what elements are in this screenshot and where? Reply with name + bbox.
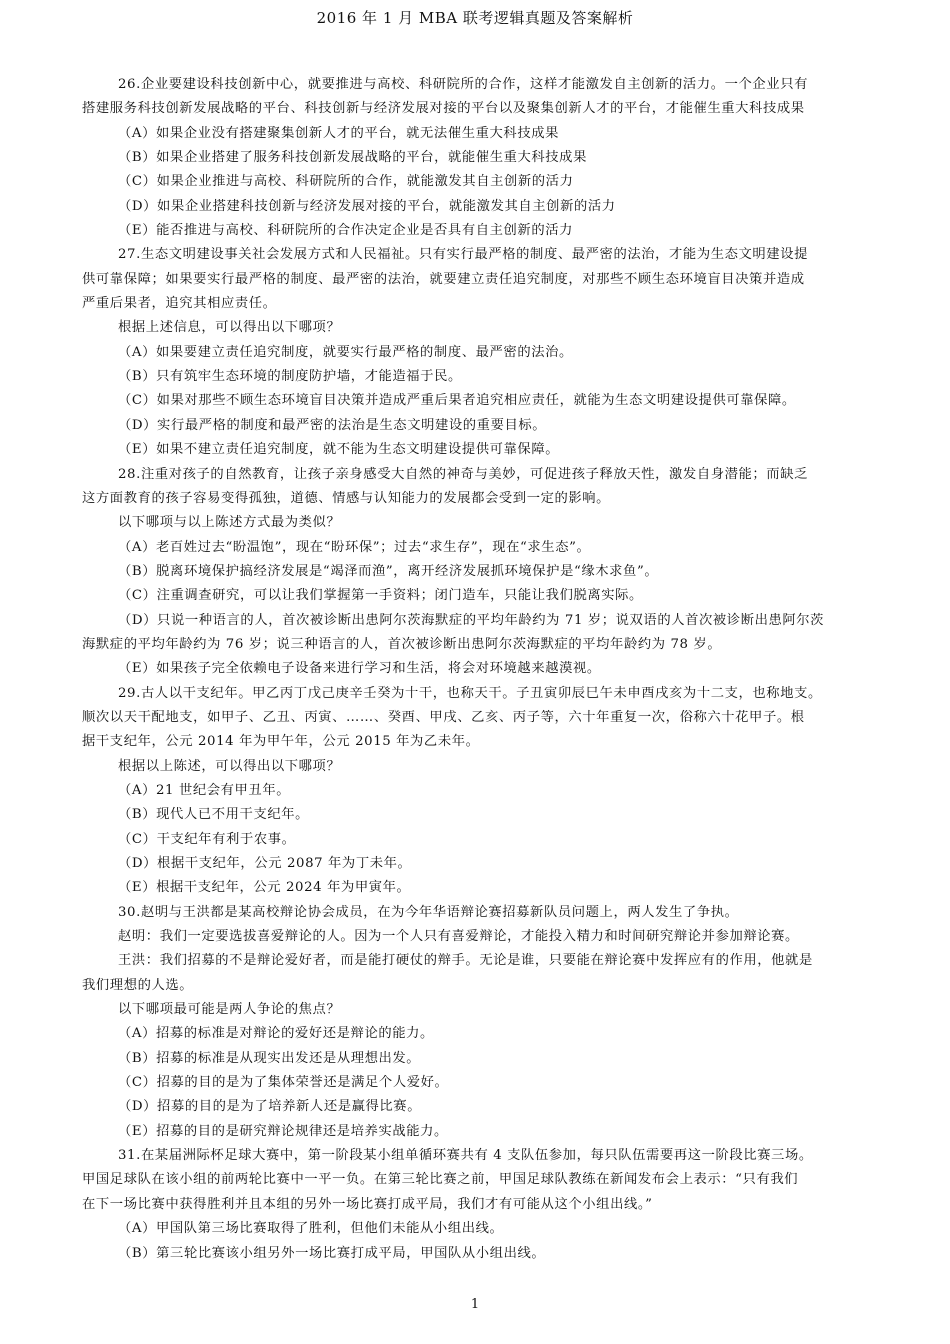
text-line: 这方面教育的孩子容易变得孤独，道德、情感与认知能力的发展都会受到一定的影响。 xyxy=(82,490,611,506)
text-line: （A）老百姓过去“盼温饱”，现在“盼环保”；过去“求生存”，现在“求生态”。 xyxy=(118,539,591,555)
document-body xyxy=(82,73,905,1266)
text-line: 我们理想的人选。 xyxy=(82,977,194,993)
text-line: （B）只有筑牢生态环境的制度防护墙，才能造福于民。 xyxy=(118,369,462,385)
text-line: （E）根据干支纪年，公元 2024 年为甲寅年。 xyxy=(118,880,411,896)
text-line: （A）招募的标准是对辩论的爱好还是辩论的能力。 xyxy=(118,1026,434,1042)
text-line: （B）招募的标准是从现实出发还是从理想出发。 xyxy=(118,1050,421,1066)
text-line: 顺次以天干配地支，如甲子、乙丑、丙寅、……、癸酉、甲戌、乙亥、丙子等，六十年重复一次，俗称六十花甲子。根 xyxy=(82,709,805,725)
text-line: （D）实行最严格的制度和最严密的法治是生态文明建设的重要目标。 xyxy=(118,417,547,433)
text-line: （E）如果孩子完全依赖电子设备来进行学习和生活，将会对环境越来越漠视。 xyxy=(118,661,601,677)
text-line: （D）招募的目的是为了培养新人还是赢得比赛。 xyxy=(118,1099,422,1115)
text-line: 以下哪项最可能是两人争论的焦点？ xyxy=(118,1002,341,1018)
text-line: 甲国足球队在该小组的前两轮比赛中一平一负。在第三轮比赛之前，甲国足球队教练在新闻发布会上表示：“只有我们 xyxy=(82,1172,799,1188)
text-line: 供可靠保障；如果要实行最严格的制度、最严密的法治，就要建立责任追究制度，对那些不顾生态环境盲目决策并造成 xyxy=(82,271,805,287)
text-line: （C）注重调查研究，可以让我们掌握第一手资料；闭门造车，只能让我们脱离实际。 xyxy=(118,588,643,604)
text-line: 在下一场比赛中获得胜利并且本组的另外一场比赛打成平局，我们才有可能从这个小组出线。” xyxy=(82,1196,653,1212)
text-line: （A）如果企业没有搭建聚集创新人才的平台，就无法催生重大科技成果 xyxy=(118,125,560,141)
text-line: （D）根据干支纪年，公元 2087 年为丁未年。 xyxy=(118,856,412,871)
text-line: 海默症的平均年龄约为 76 岁；说三种语言的人，首次被诊断出患阿尔茨海默症的平均年龄约为 78 岁。 xyxy=(82,636,722,652)
text-line: （D）只说一种语言的人，首次被诊断出患阿尔茨海默症的平均年龄约为 71 岁；说双语的人首次被诊断出患阿尔茨 xyxy=(118,612,825,628)
text-line: （E）能否推进与高校、科研院所的合作决定企业是否具有自主创新的活力 xyxy=(118,223,574,239)
text-line: （B）脱离环境保护搞经济发展是“竭泽而渔”，离开经济发展抓环境保护是“缘木求鱼”。 xyxy=(118,563,659,579)
page-number: 1 xyxy=(470,1297,480,1312)
text-line: 根据以上陈述，可以得出以下哪项？ xyxy=(118,758,341,774)
text-line: （C）如果对那些不顾生态环境盲目决策并造成严重后果者追究相应责任，就能为生态文明建设提供可靠保障。 xyxy=(118,393,796,409)
text-line: （C）如果企业推进与高校、科研院所的合作，就能激发其自主创新的活力 xyxy=(118,174,574,190)
text-line: 26.企业要建设科技创新中心，就要推进与高校、科研院所的合作，这样才能激发自主创新的活力。一个企业只有 xyxy=(118,77,808,92)
text-line: （A）甲国队第三场比赛取得了胜利，但他们未能从小组出线。 xyxy=(118,1221,504,1237)
text-line: （E）如果不建立责任追究制度，就不能为生态文明建设提供可靠保障。 xyxy=(118,442,560,458)
text-line: （C）招募的目的是为了集体荣誉还是满足个人爱好。 xyxy=(118,1075,449,1091)
text-line: 根据上述信息，可以得出以下哪项？ xyxy=(118,320,341,336)
text-line: 29.古人以干支纪年。甲乙丙丁戊己庚辛壬癸为十干，也称天干。子丑寅卯辰巳午未申酉戌亥为十二支，也称地支。 xyxy=(118,685,822,701)
text-line: （E）招募的目的是研究辩论规律还是培养实战能力。 xyxy=(118,1123,448,1139)
text-line: 赵明：我们一定要选拔喜爱辩论的人。因为一个人只有喜爱辩论，才能投入精力和时间研究辩论并参加辩论赛。 xyxy=(118,929,799,945)
text-line: （A）21 世纪会有甲丑年。 xyxy=(118,782,291,798)
text-line: 搭建服务科技创新发展战略的平台、科技创新与经济发展对接的平台以及聚集创新人才的平台，才能催生重大科技成果 xyxy=(82,101,805,117)
text-line: 30.赵明与王洪都是某高校辩论协会成员，在为今年华语辩论赛招募新队员问题上，两人发生了争执。 xyxy=(118,904,739,920)
text-line: （D）如果企业搭建科技创新与经济发展对接的平台，就能激发其自主创新的活力 xyxy=(118,198,616,214)
text-line: （B）第三轮比赛该小组另外一场比赛打成平局，甲国队从小组出线。 xyxy=(118,1245,546,1261)
text-line: 据干支纪年，公元 2014 年为甲午年，公元 2015 年为乙未年。 xyxy=(82,734,480,750)
text-line: 27.生态文明建设事关社会发展方式和人民福祉。只有实行最严格的制度、最严密的法治，才能为生态文明建设提 xyxy=(118,247,808,263)
text-line: 28.注重对孩子的自然教育，让孩子亲身感受大自然的神奇与美妙，可促进孩子释放天性，激发自身潜能；而缺乏 xyxy=(118,466,808,482)
text-line: （B）如果企业搭建了服务科技创新发展战略的平台，就能催生重大科技成果 xyxy=(118,150,587,166)
text-line: （C）干支纪年有利于农事。 xyxy=(118,831,296,847)
text-line: 严重后果者，追究其相应责任。 xyxy=(82,296,277,312)
text-line: （A）如果要建立责任追究制度，就要实行最严格的制度、最严密的法治。 xyxy=(118,344,573,360)
text-line: （B）现代人已不用干支纪年。 xyxy=(118,807,310,823)
text-line: 王洪：我们招募的不是辩论爱好者，而是能打硬仗的辩手。无论是谁，只要能在辩论赛中发挥应有的作用，他就是 xyxy=(118,953,813,969)
text-line: 31.在某届洲际杯足球大赛中，第一阶段某小组单循环赛共有 4 支队伍参加，每只队伍需要再这一阶段比赛三场。 xyxy=(118,1148,813,1164)
text-line: 以下哪项与以上陈述方式最为类似？ xyxy=(118,515,341,531)
document-title: 2016 年 1 月 MBA 联考逻辑真题及答案解析 xyxy=(316,9,634,27)
